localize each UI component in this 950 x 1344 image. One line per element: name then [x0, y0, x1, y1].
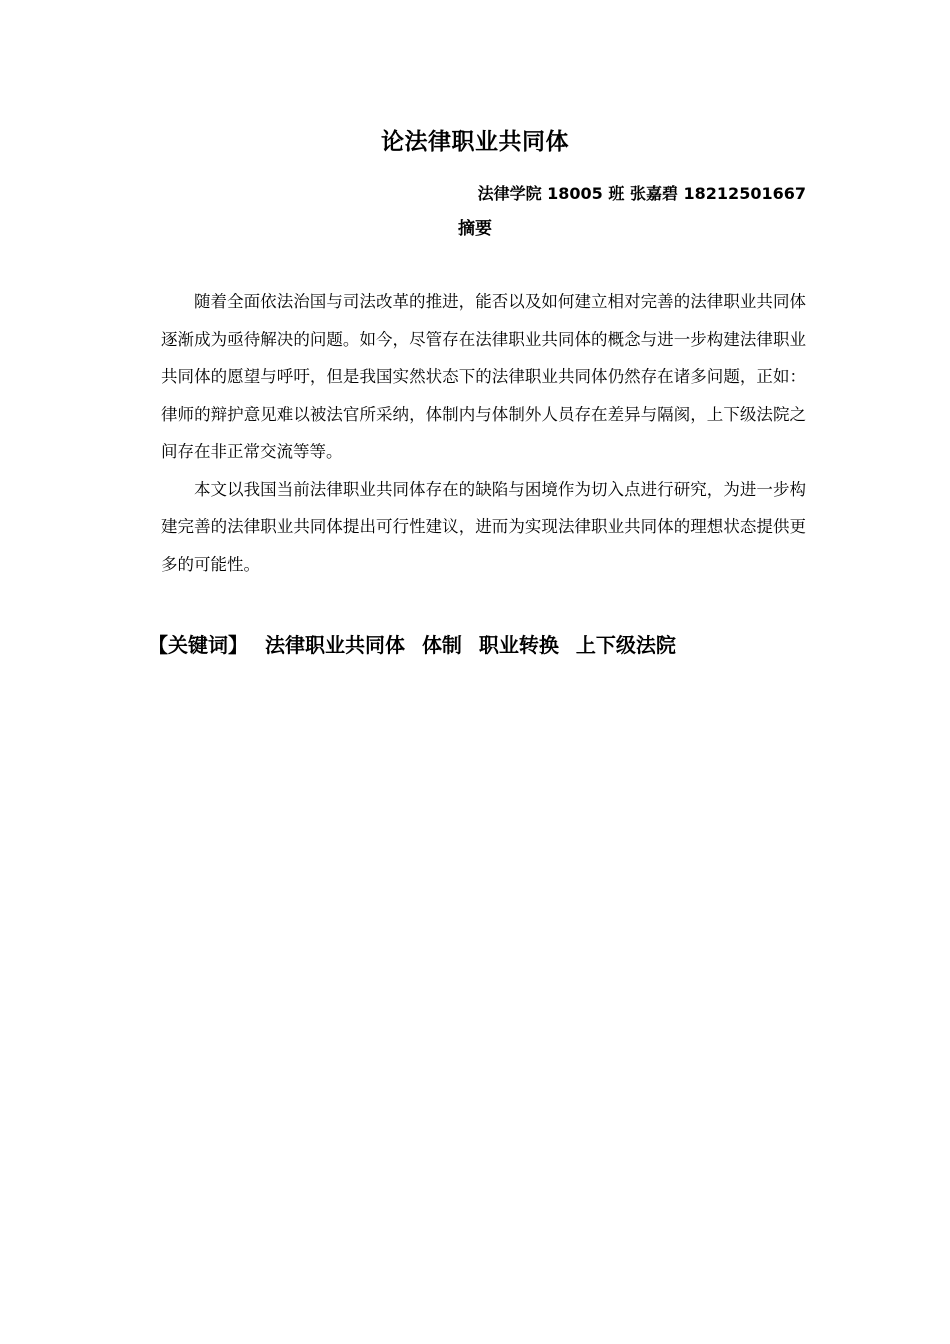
- keyword: 职业转换: [478, 633, 559, 657]
- abstract-paragraph: 本文以我国当前法律职业共同体存在的缺陷与困境作为切入点进行研究，为进一步构建完善的法律职业共同体提出可行性建议，进而为实现法律职业共同体的理想状态提供更多的可能性。: [161, 479, 806, 574]
- abstract-body: [161, 283, 806, 583]
- page-title: 论法律职业共同体: [381, 129, 569, 155]
- author-line: 法律学院 18005 班 张嘉碧 18212501667: [477, 184, 806, 203]
- keyword: 体制: [421, 633, 462, 657]
- abstract-paragraph: 随着全面依法治国与司法改革的推进，能否以及如何建立相对完善的法律职业共同体逐渐成为亟待解决的问题。如今，尽管存在法律职业共同体的概念与进一步构建法律职业共同体的愿望与呼吁，但是我国实然状态下的法律职业共同体仍然存在诸多问题，正如：律师的辩护意见难以被法官所采纳，体制内与体制外人员存在差异与隔阂，上下级法院之间存在非正常交流等等。: [161, 292, 806, 461]
- keywords-label: 【关键词】: [148, 633, 248, 657]
- keyword: 法律职业共同体: [264, 633, 405, 657]
- keywords-line: [148, 628, 686, 662]
- keyword: 上下级法院: [575, 633, 676, 657]
- abstract-heading: 摘要: [458, 219, 492, 239]
